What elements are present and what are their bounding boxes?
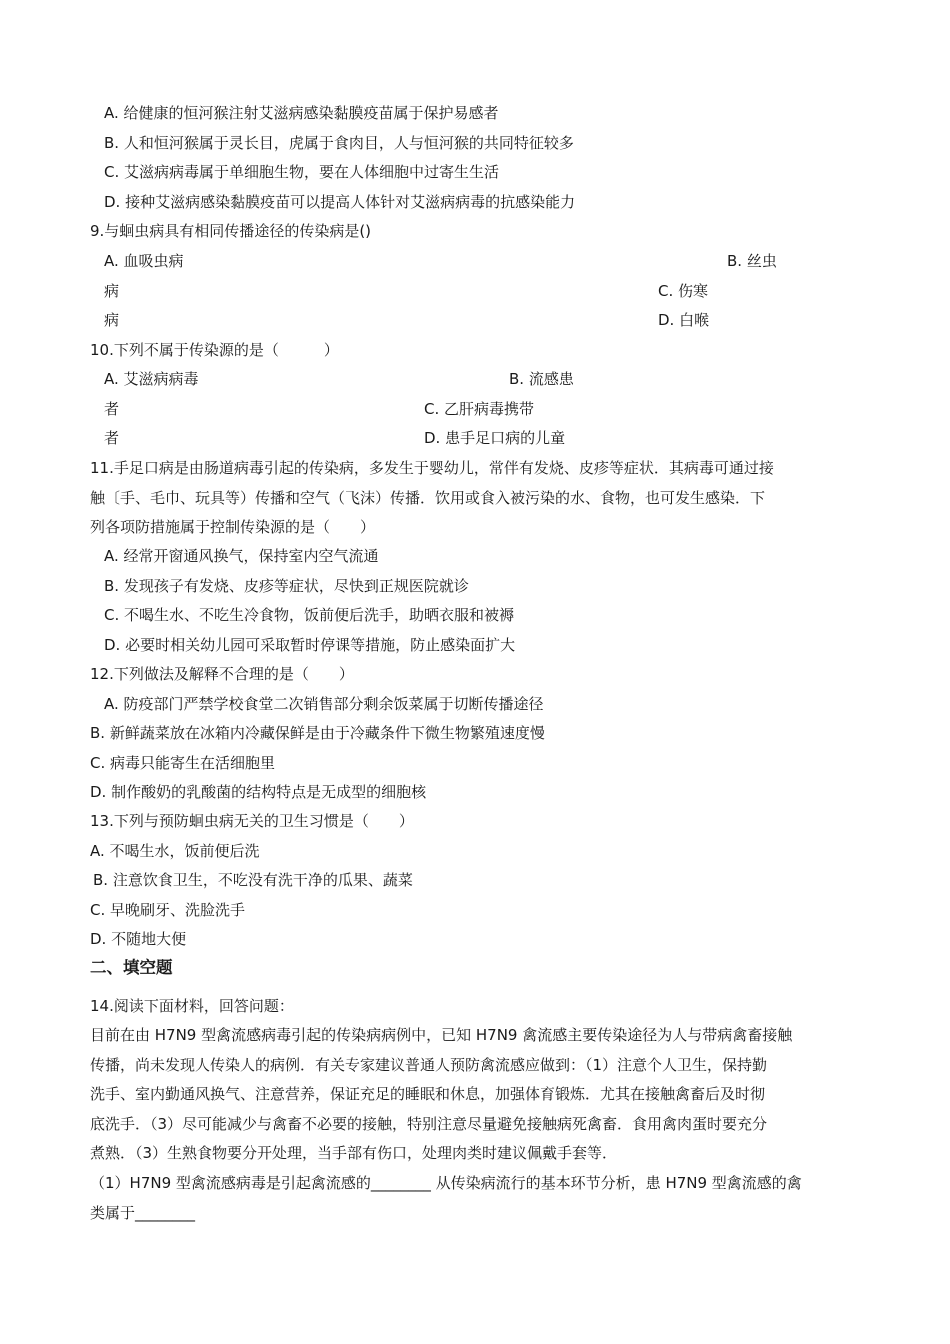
sub-question-1-line-1: （1）H7N9 型禽流感病毒是引起禽流感的________ 从传染病流行的基本环节分析，患 H7N9 型禽流感的禽: [90, 1174, 802, 1192]
passage-line-5: 煮熟．（3）生熟食物要分开处理，当手部有伤口，处理肉类时建议佩戴手套等．: [90, 1144, 618, 1162]
passage-line-3: 洗手、室内勤通风换气、注意营养，保证充足的睡眠和休息，加强体育锻炼．尤其在接触禽畜后及时彻: [90, 1085, 766, 1103]
option-b: B. 流感患: [509, 370, 574, 388]
option-d: D. 必要时相关幼儿园可采取暂时停课等措施，防止感染面扩大: [104, 636, 516, 654]
question-stem: 14.阅读下面材料，回答问题：: [90, 997, 294, 1015]
option-d: D. 患手足口病的儿童: [424, 429, 566, 447]
passage-line-4: 底洗手．（3）尽可能减少与禽畜不必要的接触，特别注意尽量避免接触病死禽畜．食用禽肉蛋时要充分: [90, 1115, 768, 1133]
option-c: C. 艾滋病病毒属于单细胞生物，要在人体细胞中过寄生生活: [104, 163, 500, 181]
option-b: B. 人和恒河猴属于灵长目，虎属于食肉目，人与恒河猴的共同特征较多: [104, 134, 574, 152]
option-c: C. 不喝生水、不吃生冷食物，饭前便后洗手，助晒衣服和被褥: [104, 606, 515, 624]
passage-line-2: 传播，尚未发现人传染人的病例．有关专家建议普通人预防禽流感应做到：（1）注意个人卫生，保持勤: [90, 1056, 768, 1074]
option-d: D. 接种艾滋病感染黏膜疫苗可以提高人体针对艾滋病病毒的抗感染能力: [104, 193, 576, 211]
option-a: A. 艾滋病病毒: [104, 370, 199, 388]
option-a: A. 不喝生水，饭前便后洗: [90, 842, 260, 860]
question-stem-line-3: 列各项防措施属于控制传染源的是（ ）: [90, 518, 376, 536]
option-b: B. 丝虫: [727, 252, 777, 270]
option-a: A. 血吸虫病: [104, 252, 184, 270]
section-title: 二、填空题: [90, 958, 173, 977]
option-b-wrap: 病: [104, 282, 120, 300]
passage-line-1: 目前在由 H7N9 型禽流感病毒引起的传染病病例中，已知 H7N9 禽流感主要传染途径为人与带病禽畜接触: [90, 1026, 793, 1044]
option-d: D. 白喉: [658, 311, 710, 329]
option-b: B. 新鲜蔬菜放在冰箱内冷藏保鲜是由于冷藏条件下微生物繁殖速度慢: [90, 724, 545, 742]
option-d: D. 不随地大便: [90, 930, 187, 948]
option-b: B. 注意饮食卫生，不吃没有洗干净的瓜果、蔬菜: [93, 871, 413, 889]
option-c: C. 病毒只能寄生在活细胞里: [90, 754, 276, 772]
question-stem-line-2: 触〔手、毛巾、玩具等）传播和空气（飞沫）传播．饮用或食入被污染的水、食物，也可发生感染．下: [90, 489, 766, 507]
option-b-wrap: 者: [104, 400, 120, 418]
option-c: C. 伤寒: [658, 282, 709, 300]
option-a: A. 经常开窗通风换气，保持室内空气流通: [104, 547, 379, 565]
option-c: C. 早晚刷牙、洗脸洗手: [90, 901, 246, 919]
question-stem: 13.下列与预防蛔虫病无关的卫生习惯是（ ）: [90, 812, 414, 830]
option-d: D. 制作酸奶的乳酸菌的结构特点是无成型的细胞核: [90, 783, 427, 801]
option-a: A. 防疫部门严禁学校食堂二次销售部分剩余饭菜属于切断传播途径: [104, 695, 544, 713]
question-stem: 12.下列做法及解释不合理的是（ ）: [90, 665, 354, 683]
question-stem-line-1: 11.手足口病是由肠道病毒引起的传染病，多发生于婴幼儿，常伴有发烧、皮疹等症状．其病毒可通过接: [90, 459, 774, 477]
option-a: A. 给健康的恒河猴注射艾滋病感染黏膜疫苗属于保护易感者: [104, 104, 499, 122]
option-c: C. 乙肝病毒携带: [424, 400, 535, 418]
option-c-wrap: 病: [104, 311, 120, 329]
sub-question-1-line-2: 类属于________: [90, 1204, 196, 1222]
option-c-wrap: 者: [104, 429, 120, 447]
question-stem: 9.与蛔虫病具有相同传播途径的传染病是(): [90, 222, 372, 240]
question-stem: 10.下列不属于传染源的是（ ）: [90, 341, 339, 359]
option-b: B. 发现孩子有发烧、皮疹等症状，尽快到正规医院就诊: [104, 577, 469, 595]
